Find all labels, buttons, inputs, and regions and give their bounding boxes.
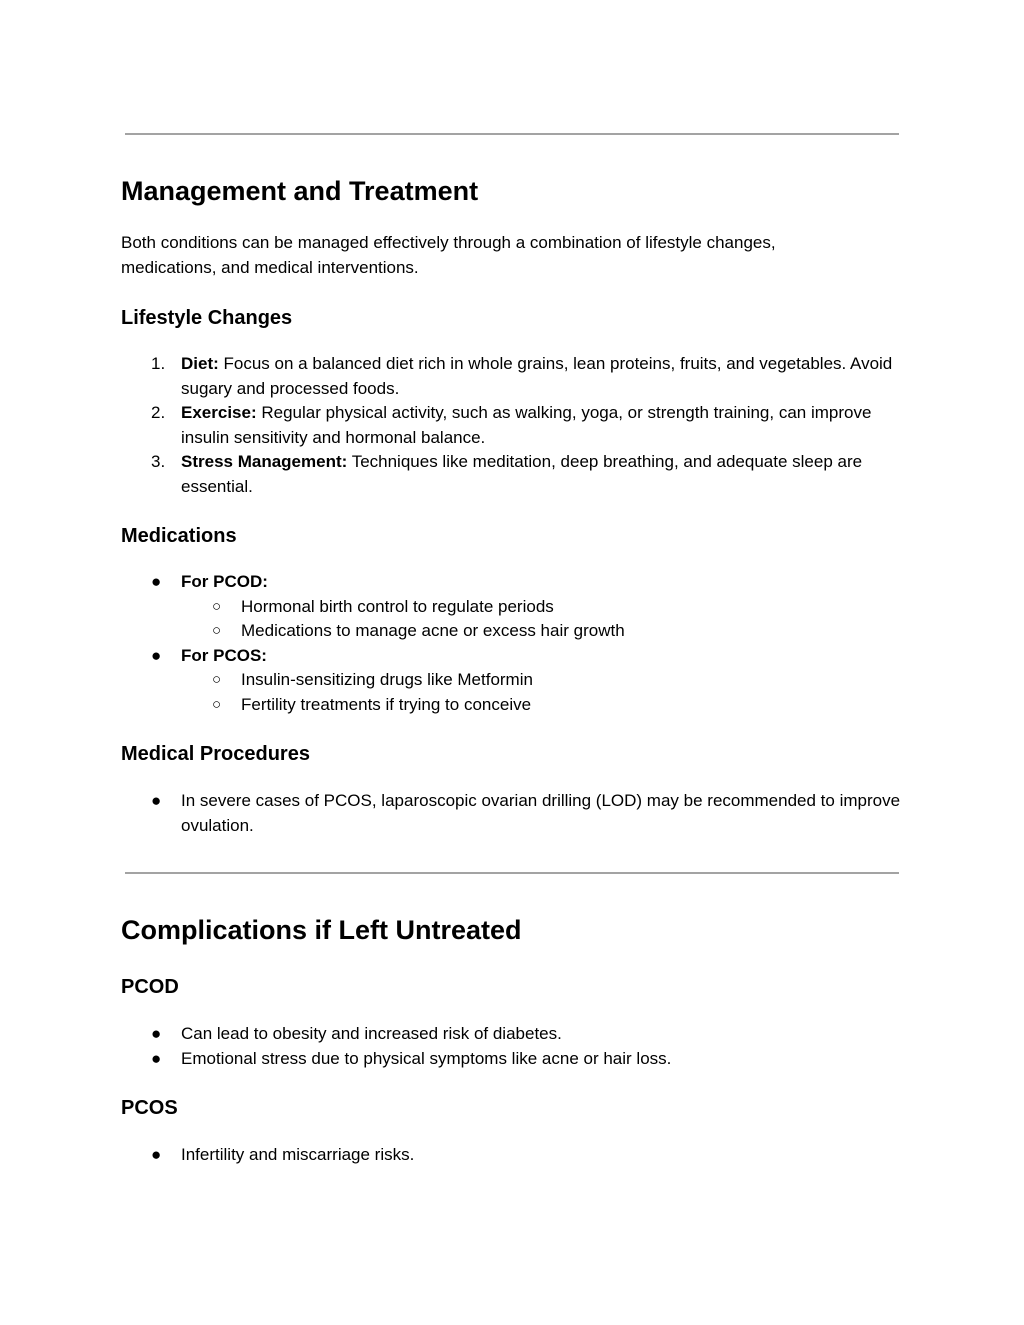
list-item-label: For PCOS: (181, 645, 267, 665)
list-item-text: Fertility treatments if trying to conceive (241, 694, 532, 714)
list-item-text: Regular physical activity, such as walking, yoga, or strength training, can improve insulin sensitivity and hormonal balance. (181, 403, 872, 447)
list-item-text: Medications to manage acne or excess hair growth (241, 621, 625, 640)
list-item (121, 595, 911, 620)
bullet-icon: ● (151, 791, 162, 810)
bullet-icon: ● (151, 1024, 162, 1043)
medications-list-pcos (121, 644, 911, 669)
list-item-text: Can lead to obesity and increased risk of diabetes. (181, 1024, 562, 1043)
list-item-text: In severe cases of PCOS, laparoscopic ovarian drilling (LOD) may be recommended to improve ovulation. (181, 791, 901, 835)
list-item-text: Infertility and miscarriage risks. (181, 1145, 415, 1164)
list-item (121, 1143, 911, 1168)
procedures-list (121, 789, 911, 838)
list-item (121, 1047, 911, 1072)
list-number: 2. (151, 403, 166, 422)
bullet-icon: ● (151, 645, 162, 665)
pcos-medications-sublist (121, 668, 911, 717)
list-item-label: Exercise: (181, 403, 257, 422)
list-item-label: Diet: (181, 354, 219, 373)
list-item-label: Stress Management: (181, 452, 348, 471)
list-item-text: Hormonal birth control to regulate periods (241, 596, 554, 616)
horizontal-rule (125, 872, 899, 874)
heading-pcod: PCOD (121, 976, 179, 998)
hollow-bullet-icon: ○ (212, 695, 222, 713)
heading-lifestyle-changes: Lifestyle Changes (121, 307, 293, 329)
list-item-exercise (121, 401, 911, 450)
list-item-label: For PCOD: (181, 572, 268, 591)
heading-pcos: PCOS (121, 1097, 178, 1119)
bullet-icon: ● (151, 1048, 162, 1068)
bullet-icon: ● (151, 572, 162, 591)
bullet-icon: ● (151, 1145, 162, 1164)
lifestyle-list (121, 352, 911, 499)
list-item-diet (121, 352, 911, 401)
section-title-management: Management and Treatment (121, 176, 479, 206)
pcos-complications-list (121, 1143, 911, 1168)
horizontal-rule (125, 133, 899, 135)
list-item-for-pcod (121, 570, 911, 595)
hollow-bullet-icon: ○ (212, 671, 222, 688)
list-item-text: Emotional stress due to physical symptoms like acne or hair loss. (181, 1048, 672, 1068)
list-item-for-pcos (121, 644, 911, 669)
pcod-complications-list (121, 1022, 911, 1071)
list-item-text: Techniques like meditation, deep breathing, and adequate sleep are essential. (181, 452, 863, 496)
list-item-stress-management (121, 450, 911, 499)
list-item-text: Insulin-sensitizing drugs like Metformin (241, 670, 533, 689)
heading-medical-procedures: Medical Procedures (121, 743, 310, 765)
heading-medications: Medications (121, 525, 237, 547)
list-number: 3. (151, 452, 166, 471)
list-item (121, 668, 911, 693)
intro-paragraph: Both conditions can be managed effectively through a combination of lifestyle changes, medications, and medical interventions. (121, 233, 776, 277)
hollow-bullet-icon: ○ (212, 597, 222, 615)
list-number: 1. (151, 354, 166, 373)
list-item (121, 693, 911, 718)
list-item (121, 789, 911, 838)
hollow-bullet-icon: ○ (212, 622, 222, 639)
list-item (121, 1022, 911, 1047)
list-item (121, 619, 911, 644)
list-item-text: Focus on a balanced diet rich in whole grains, lean proteins, fruits, and vegetables. Avoid sugary and processed foods. (181, 354, 893, 398)
pcod-medications-sublist (121, 595, 911, 644)
section-title-complications: Complications if Left Untreated (121, 915, 522, 945)
medications-list (121, 570, 911, 595)
